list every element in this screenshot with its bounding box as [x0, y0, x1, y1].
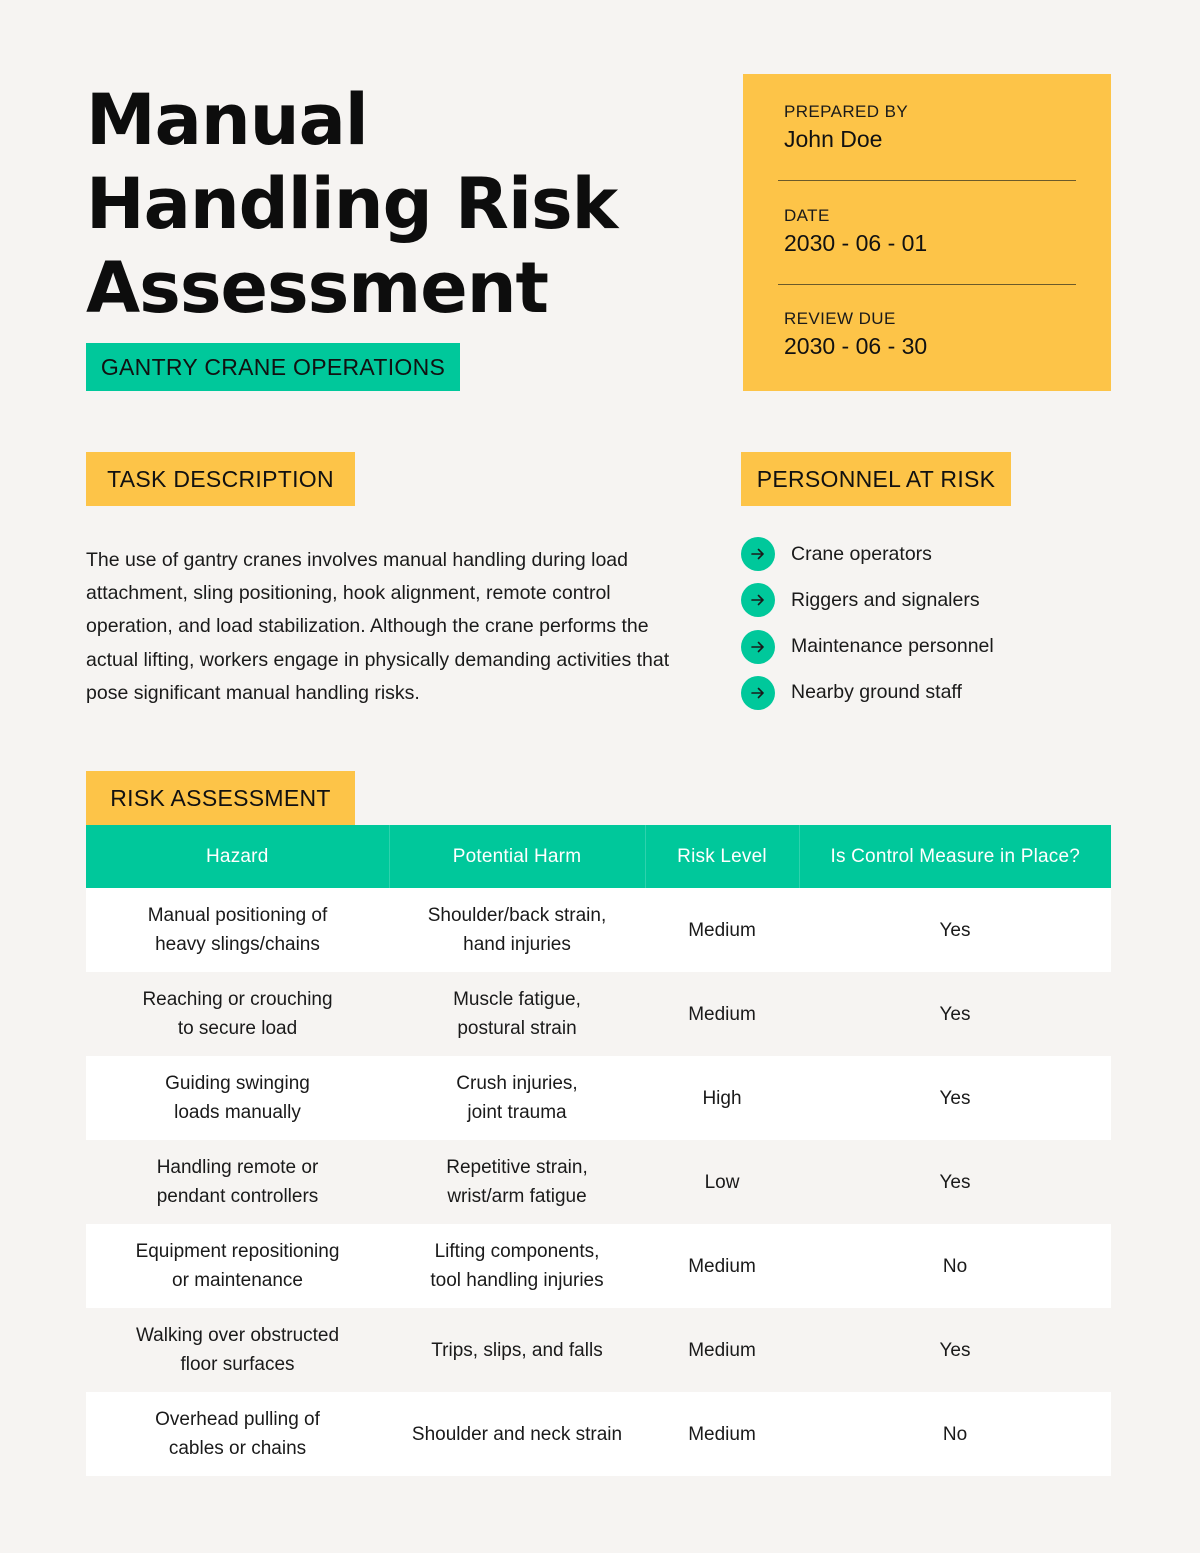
personnel-label: Nearby ground staff [791, 681, 962, 704]
hazard-cell [86, 972, 389, 1056]
cell-line: Muscle fatigue, [453, 989, 581, 1010]
risk-level-cell: Medium [645, 888, 799, 972]
column-header-hazard: Hazard [86, 825, 389, 888]
control-cell: Yes [799, 1308, 1111, 1392]
harm-cell [389, 1140, 645, 1224]
prepared-by-value: John Doe [784, 126, 883, 152]
task-description-heading: TASK DESCRIPTION [86, 452, 355, 506]
title-line-2: Handling Risk [86, 163, 618, 245]
cell-line: Equipment repositioning [135, 1241, 340, 1262]
hazard-cell [86, 1056, 389, 1140]
cell-line: Overhead pulling of [155, 1409, 320, 1430]
control-cell: No [799, 1224, 1111, 1308]
cell-line: Lifting components, [434, 1241, 600, 1262]
harm-cell [389, 1224, 645, 1308]
cell-line: postural strain [457, 1018, 577, 1039]
review-due-value: 2030 - 06 - 30 [784, 333, 928, 359]
hazard-cell [86, 1392, 389, 1476]
date-value: 2030 - 06 - 01 [784, 230, 928, 256]
risk-level-cell: Low [645, 1140, 799, 1224]
list-item [741, 630, 994, 664]
harm-cell [389, 1308, 645, 1392]
cell-line: joint trauma [467, 1102, 567, 1123]
date-label: DATE [784, 206, 830, 225]
personnel-label: Maintenance personnel [791, 635, 994, 658]
control-cell: No [799, 1392, 1111, 1476]
column-header-risk-level: Risk Level [645, 825, 799, 888]
arrow-right-icon [741, 537, 775, 571]
harm-cell [389, 1392, 645, 1476]
task-description-text: The use of gantry cranes involves manual handling during load attachment, sling positioning, hook alignment, remote control operation, and load stabilization. Although the crane performs the actual lifting, workers engage in physically demanding activities that pose significant manual handling risks. [86, 549, 670, 704]
cell-line: Walking over obstructed [135, 1325, 340, 1346]
info-divider [778, 284, 1076, 285]
harm-cell [389, 888, 645, 972]
personnel-label: Crane operators [791, 542, 932, 565]
review-due [784, 309, 927, 360]
cell-line: cables or chains [168, 1438, 307, 1459]
risk-level-cell: Medium [645, 1308, 799, 1392]
personnel-heading: PERSONNEL AT RISK [741, 452, 1011, 506]
hazard-cell [86, 1308, 389, 1392]
table-row [86, 1140, 1111, 1224]
control-cell: Yes [799, 1056, 1111, 1140]
cell-line: Shoulder/back strain, [427, 905, 607, 926]
risk-level-cell: Medium [645, 1224, 799, 1308]
cell-line: heavy slings/chains [155, 934, 320, 955]
prepared-by-label: PREPARED BY [784, 102, 909, 121]
info-divider [778, 180, 1076, 181]
list-item [741, 583, 994, 617]
table-row [86, 972, 1111, 1056]
cell-line: Handling remote or [156, 1157, 319, 1178]
hazard-cell [86, 1224, 389, 1308]
list-item [741, 537, 994, 571]
column-header-control: Is Control Measure in Place? [799, 825, 1111, 888]
cell-line: pendant controllers [156, 1186, 319, 1207]
review-due-label: REVIEW DUE [784, 309, 896, 328]
table-row [86, 888, 1111, 972]
table-header-row [86, 825, 1111, 888]
cell-line: or maintenance [172, 1270, 303, 1291]
page-title [86, 78, 686, 330]
cell-line: Guiding swinging [165, 1073, 310, 1094]
control-cell: Yes [799, 888, 1111, 972]
risk-level-cell: High [645, 1056, 799, 1140]
subtitle-tag: GANTRY CRANE OPERATIONS [86, 343, 460, 391]
cell-line: Repetitive strain, [446, 1157, 588, 1178]
table-row [86, 1392, 1111, 1476]
date [784, 206, 927, 257]
control-cell: Yes [799, 1140, 1111, 1224]
harm-cell [389, 1056, 645, 1140]
table-row [86, 1224, 1111, 1308]
control-cell: Yes [799, 972, 1111, 1056]
cell-line: hand injuries [463, 934, 571, 955]
risk-level-cell: Medium [645, 972, 799, 1056]
prepared-by [784, 102, 908, 153]
arrow-right-icon [741, 583, 775, 617]
title-line-1: Manual [86, 79, 368, 161]
arrow-right-icon [741, 676, 775, 710]
hazard-cell [86, 888, 389, 972]
cell-line: Shoulder and neck strain [411, 1423, 623, 1445]
risk-table [86, 825, 1111, 1476]
risk-assessment-heading: RISK ASSESSMENT [86, 771, 355, 825]
personnel-label: Riggers and signalers [791, 588, 980, 611]
table-row [86, 1056, 1111, 1140]
cell-line: wrist/arm fatigue [447, 1186, 587, 1207]
info-box [743, 74, 1111, 391]
cell-line: Crush injuries, [456, 1073, 578, 1094]
harm-cell [389, 972, 645, 1056]
cell-line: Manual positioning of [147, 905, 328, 926]
cell-line: to secure load [177, 1018, 298, 1039]
cell-line: Reaching or crouching [142, 989, 333, 1010]
risk-level-cell: Medium [645, 1392, 799, 1476]
list-item [741, 676, 994, 710]
cell-line: floor surfaces [180, 1354, 295, 1375]
cell-line: loads manually [174, 1102, 301, 1123]
cell-line: tool handling injuries [430, 1270, 604, 1291]
arrow-right-icon [741, 630, 775, 664]
personnel-list [741, 537, 994, 722]
hazard-cell [86, 1140, 389, 1224]
column-header-harm: Potential Harm [389, 825, 645, 888]
title-line-3: Assessment [86, 247, 549, 329]
table-row [86, 1308, 1111, 1392]
cell-line: Trips, slips, and falls [431, 1339, 603, 1361]
